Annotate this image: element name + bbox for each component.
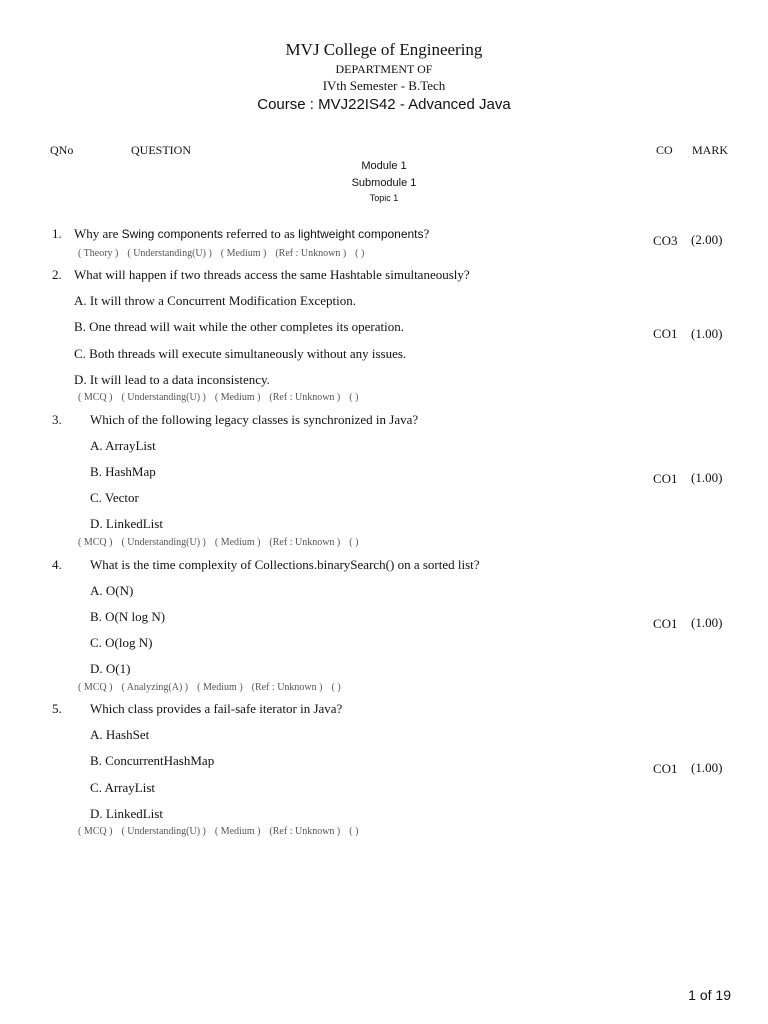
option-a: A. O(N) (90, 583, 134, 598)
option-b: B. O(N log N) (90, 609, 166, 624)
meta-difficulty: ( Medium ) (214, 826, 261, 837)
meta-level: ( Understanding(U) ) (121, 392, 206, 403)
meta-type: ( Theory ) (78, 248, 119, 259)
question-text: Which of the following legacy classes is synchronized in Java? (90, 412, 419, 427)
question-text: What will happen if two threads access the same Hashtable simultaneously? (74, 267, 470, 282)
question-number: 5. (52, 701, 62, 716)
college-name: MVJ College of Engineering (285, 40, 483, 59)
question-mark: (1.00) (691, 615, 723, 630)
option-a: A. HashSet (90, 727, 150, 742)
page-number: 1 of 19 (688, 987, 731, 1003)
question-meta (78, 392, 367, 403)
option-c: C. Vector (90, 490, 139, 505)
text-part: Why are (74, 226, 122, 241)
meta-extra: ( ) (349, 826, 359, 837)
question-co: CO1 (653, 471, 678, 486)
meta-difficulty: ( Medium ) (197, 682, 243, 693)
question-co: CO3 (653, 233, 678, 248)
semester-label: IVth Semester - B.Tech (322, 78, 446, 93)
option-d: D. It will lead to a data inconsistency. (74, 372, 270, 387)
text-part: ? (423, 226, 430, 241)
meta-level: ( Understanding(U) ) (127, 248, 212, 259)
meta-ref: (Ref : Unknown ) (251, 682, 323, 693)
option-d: D. O(1) (90, 661, 131, 676)
question-co: CO1 (653, 616, 678, 631)
meta-difficulty: ( Medium ) (214, 392, 261, 403)
question-mark: (1.00) (691, 326, 723, 341)
meta-extra: ( ) (355, 248, 365, 259)
meta-type: ( MCQ ) (78, 392, 113, 403)
option-d: D. LinkedList (90, 806, 163, 821)
question-mark: (1.00) (691, 760, 723, 775)
question-number: 1. (52, 226, 62, 241)
meta-difficulty: ( Medium ) (214, 537, 261, 548)
topic-heading: Topic 1 (369, 193, 399, 203)
option-d: D. LinkedList (90, 516, 163, 531)
question-co: CO1 (653, 326, 678, 341)
question-meta (78, 682, 350, 693)
meta-ref: (Ref : Unknown ) (269, 537, 341, 548)
question-text: Which class provides a fail-safe iterator in Java? (90, 701, 343, 716)
meta-type: ( MCQ ) (78, 537, 113, 548)
meta-extra: ( ) (349, 537, 359, 548)
question-number: 4. (52, 557, 62, 572)
option-b: B. One thread will wait while the other completes its operation. (74, 319, 404, 334)
question-text: What is the time complexity of Collections.binarySearch() on a sorted list? (90, 557, 480, 572)
meta-level: ( Understanding(U) ) (121, 537, 206, 548)
column-qno: QNo (50, 143, 74, 157)
option-b: B. HashMap (90, 464, 156, 479)
column-co: CO (656, 143, 673, 157)
course-title: Course : MVJ22IS42 - Advanced Java (257, 96, 511, 113)
question-mark: (1.00) (691, 470, 723, 485)
emphasis-lightweight-components: lightweight components (298, 227, 424, 241)
question-meta (78, 826, 367, 837)
meta-extra: ( ) (331, 682, 341, 693)
option-b: B. ConcurrentHashMap (90, 753, 215, 768)
question-co: CO1 (653, 761, 678, 776)
text-part: referred to as (223, 226, 299, 241)
question-meta (78, 248, 373, 259)
meta-ref: (Ref : Unknown ) (269, 826, 341, 837)
module-heading: Module 1 (361, 160, 407, 172)
question-text (74, 226, 429, 242)
question-number: 3. (52, 412, 62, 427)
question-mark: (2.00) (691, 232, 723, 247)
meta-ref: (Ref : Unknown ) (275, 248, 347, 259)
column-question: QUESTION (131, 143, 191, 157)
option-a: A. It will throw a Concurrent Modification Exception. (74, 293, 356, 308)
question-number: 2. (52, 267, 62, 282)
meta-ref: (Ref : Unknown ) (269, 392, 341, 403)
option-c: C. O(log N) (90, 635, 153, 650)
department-label: DEPARTMENT OF (335, 62, 433, 76)
meta-type: ( MCQ ) (78, 826, 113, 837)
option-c: C. Both threads will execute simultaneously without any issues. (74, 346, 407, 361)
meta-level: ( Understanding(U) ) (121, 826, 206, 837)
option-c: C. ArrayList (90, 780, 155, 795)
emphasis-swing-components: Swing components (121, 227, 224, 241)
meta-difficulty: ( Medium ) (220, 248, 267, 259)
column-mark: MARK (692, 143, 729, 157)
meta-level: ( Analyzing(A) ) (121, 682, 189, 693)
question-meta (78, 537, 367, 548)
meta-extra: ( ) (349, 392, 359, 403)
option-a: A. ArrayList (90, 438, 156, 453)
submodule-heading: Submodule 1 (351, 177, 417, 189)
meta-type: ( MCQ ) (78, 682, 113, 693)
